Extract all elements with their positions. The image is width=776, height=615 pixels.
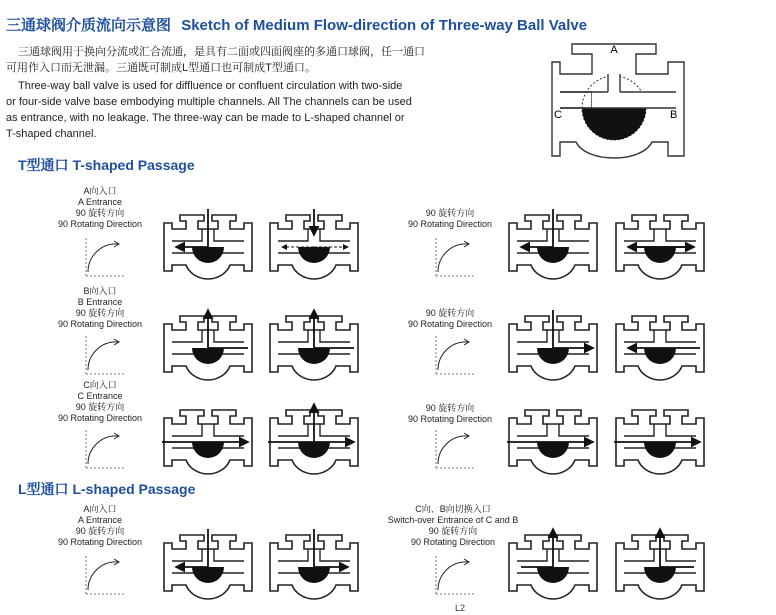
t-row1-entrance-cn: A向入口 xyxy=(83,186,117,196)
t-row3-entrance-cn: C向入口 xyxy=(83,380,117,390)
t-r2-valve-2 xyxy=(614,306,714,386)
rot-arc-l1 xyxy=(78,550,128,600)
t-row3-rot-en: 90 Rotating Direction xyxy=(57,413,143,423)
t-row3-entrance-en: C Entrance xyxy=(77,391,123,401)
t-a-valve-1 xyxy=(162,205,262,285)
t-section-title: T型通口 T-shaped Passage xyxy=(18,157,195,173)
page-title xyxy=(6,14,587,35)
rot-arc-tr1 xyxy=(428,232,478,282)
t-b-valve-2 xyxy=(268,306,368,386)
l-a-valve-2 xyxy=(268,525,368,605)
l-cb-valve-1 xyxy=(507,525,607,605)
port-c-label: C xyxy=(554,109,562,121)
l-left-entrance-cn: A向入口 xyxy=(83,504,117,514)
t-r3-valve-2 xyxy=(614,400,714,480)
intro-en-line2: or four-side valve base embodying multiple channels. All The channels can be used xyxy=(6,96,412,108)
t-right-row2-rot-cn: 90 旋转方向 xyxy=(425,308,475,318)
t-row1-rot-en: 90 Rotating Direction xyxy=(57,219,143,229)
l-cb-valve-2 xyxy=(614,525,714,605)
t-row3-rot-cn: 90 旋转方向 xyxy=(75,402,125,412)
page-number: L2 xyxy=(455,603,466,613)
t-r2-valve-1 xyxy=(507,306,607,386)
intro-cn-line1: 三通球阀用于换向分流或汇合流通，是具有二面或四面阀座的多通口球阀，任一通口 xyxy=(18,46,425,58)
t-b-valve-1 xyxy=(162,306,262,386)
t-right-row1-rot-cn: 90 旋转方向 xyxy=(425,208,475,218)
rot-arc-tr2 xyxy=(428,330,478,380)
l-left-captions xyxy=(50,504,150,548)
t-row2-captions xyxy=(50,286,150,330)
l-right-entrance-en: Switch-over Entrance of C and B xyxy=(387,515,519,525)
t-c-valve-1 xyxy=(162,400,262,480)
rot-arc-tr3 xyxy=(428,424,478,474)
t-row2-entrance-en: B Entrance xyxy=(77,297,123,307)
t-a-valve-2 xyxy=(268,205,368,285)
port-b-label: B xyxy=(670,109,678,121)
t-right-row1-captions xyxy=(400,208,500,230)
t-right-row2-rot-en: 90 Rotating Direction xyxy=(407,319,493,329)
intro-en-line3: as entrance, with no leakage. The three-way can be made to L-shaped channel or xyxy=(6,112,405,124)
intro-en-line1: Three-way ball valve is used for diffluence or confluent circulation with two-side xyxy=(18,80,403,92)
l-left-rot-en: 90 Rotating Direction xyxy=(57,537,143,547)
t-right-row1-rot-en: 90 Rotating Direction xyxy=(407,219,493,229)
t-row2-entrance-cn: B向入口 xyxy=(83,286,117,296)
title-en: Sketch of Medium Flow-direction of Three-way Ball Valve xyxy=(181,17,588,34)
t-row3-captions xyxy=(50,380,150,424)
t-row1-entrance-en: A Entrance xyxy=(77,197,123,207)
title-cn: 三通球阀介质流向示意图 xyxy=(6,17,172,34)
t-row2-rot-en: 90 Rotating Direction xyxy=(57,319,143,329)
intro-cn-line2: 可用作入口而无泄漏。三通既可制成L型通口也可制成T型通口。 xyxy=(6,62,316,74)
t-right-row3-rot-cn: 90 旋转方向 xyxy=(425,403,475,413)
t-row1-captions xyxy=(50,186,150,230)
rot-arc-t1 xyxy=(78,232,128,282)
l-right-rot-cn: 90 旋转方向 xyxy=(428,526,478,536)
t-r1-valve-2 xyxy=(614,205,714,285)
t-right-row2-captions xyxy=(400,308,500,330)
rot-arc-l2 xyxy=(428,550,478,600)
l-left-rot-cn: 90 旋转方向 xyxy=(75,526,125,536)
t-r3-valve-1 xyxy=(507,400,607,480)
rot-arc-t3 xyxy=(78,424,128,474)
l-left-entrance-en: A Entrance xyxy=(77,515,123,525)
l-right-entrance-cn: C向、B向切换入口 xyxy=(415,504,491,514)
t-c-valve-2 xyxy=(268,400,368,480)
intro-en-line4: T-shaped channel. xyxy=(6,128,97,140)
rot-arc-t2 xyxy=(78,330,128,380)
t-right-row3-rot-en: 90 Rotating Direction xyxy=(407,414,493,424)
valve-sketch xyxy=(552,44,692,160)
arrow-defs xyxy=(0,0,1,1)
t-row1-rot-cn: 90 旋转方向 xyxy=(75,208,125,218)
t-row2-rot-cn: 90 旋转方向 xyxy=(75,308,125,318)
t-right-row3-captions xyxy=(400,403,500,425)
t-r1-valve-1 xyxy=(507,205,607,285)
port-a-label: A xyxy=(610,44,618,56)
l-right-rot-en: 90 Rotating Direction xyxy=(410,537,496,547)
l-right-captions xyxy=(378,504,528,548)
l-section-title: L型通口 L-shaped Passage xyxy=(18,481,196,497)
l-a-valve-1 xyxy=(162,525,262,605)
